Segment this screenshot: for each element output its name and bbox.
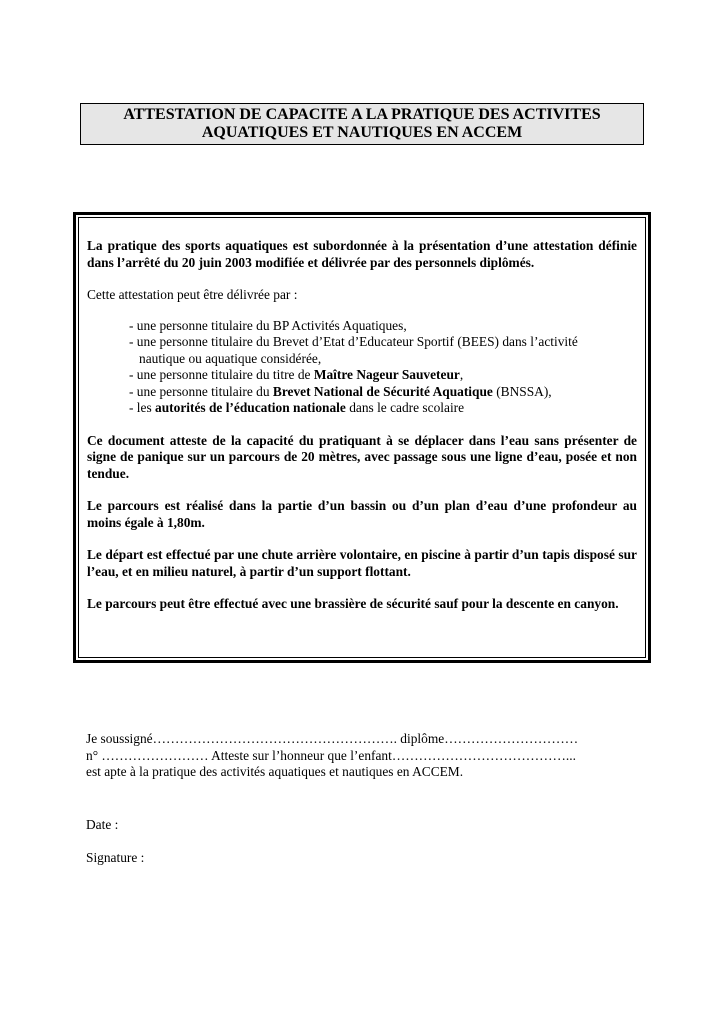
declaration-line-1[interactable]: Je soussigné………………………………………………. diplôme………………………… xyxy=(86,731,579,746)
list-item: - les autorités de l’éducation nationale dans le cadre scolaire xyxy=(129,400,465,415)
conditions-box-inner xyxy=(78,217,646,658)
intro-paragraph: La pratique des sports aquatiques est subordonnée à la présentation d’une attestation définie dans l’arrêté du 20 juin 2003 modifiée et délivrée par des personnels diplômés. xyxy=(87,238,637,270)
document-title xyxy=(80,103,644,145)
conditions-box xyxy=(73,212,651,663)
declaration-section xyxy=(86,731,640,781)
start-paragraph: Le départ est effectué par une chute arrière volontaire, en piscine à partir d’un tapis disposé sur l’eau, et en milieu naturel, à partir d’un support flottant. xyxy=(87,547,637,579)
declaration-line-3: est apte à la pratique des activités aquatiques et nautiques en ACCEM. xyxy=(86,764,464,779)
list-item: - une personne titulaire du titre de Maître Nageur Sauveteur, xyxy=(129,367,464,382)
depth-paragraph: Le parcours est réalisé dans la partie d’un bassin ou d’un plan d’eau d’une profondeur au moins égale à 1,80m. xyxy=(87,498,637,530)
declaration-line-2[interactable]: n° …………………… Atteste sur l’honneur que l’enfant…………………………………... xyxy=(86,747,576,763)
qualified-persons-list xyxy=(87,318,637,417)
signature-field[interactable]: Signature : xyxy=(86,850,145,865)
lifejacket-paragraph: Le parcours peut être effectué avec une brassière de sécurité sauf pour la descente en canyon. xyxy=(87,596,619,611)
date-field[interactable]: Date : xyxy=(86,817,119,832)
capacity-paragraph: Ce document atteste de la capacité du pratiquant à se déplacer dans l’eau sans présenter de signe de panique sur un parcours de 20 mètres, avec passage sous une ligne d’eau, posée et non tendue. xyxy=(87,432,637,481)
list-item: - une personne titulaire du Brevet National de Sécurité Aquatique (BNSSA), xyxy=(129,383,552,399)
title-line-1: ATTESTATION DE CAPACITE A LA PRATIQUE DES ACTIVITES xyxy=(123,106,601,123)
delivered-by-text: Cette attestation peut être délivrée par : xyxy=(87,287,298,302)
title-line-2: AQUATIQUES ET NAUTIQUES EN ACCEM xyxy=(201,124,523,141)
list-item: - une personne titulaire du Brevet d’Etat d’Educateur Sportif (BEES) dans l’activité nautique ou aquatique considérée, xyxy=(129,334,578,366)
list-item: - une personne titulaire du BP Activités Aquatiques, xyxy=(129,317,407,333)
